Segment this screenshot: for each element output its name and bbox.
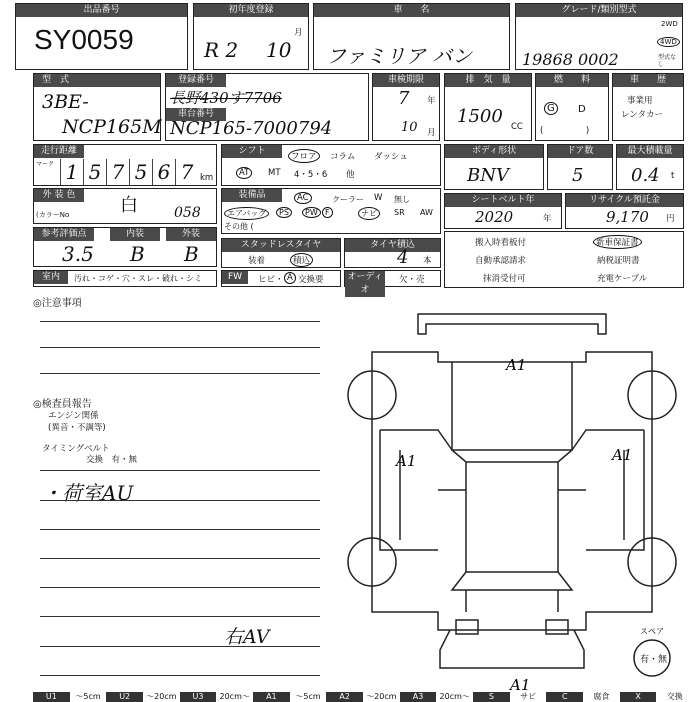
spare-label: スペア (640, 627, 664, 636)
color-label: 外 装 色 (34, 189, 84, 202)
notes-title: ◎注意事項 (33, 298, 82, 309)
room-box (33, 270, 217, 287)
exterior-value: B (184, 242, 199, 266)
body-type-box (444, 144, 544, 190)
mileage-digits (60, 159, 198, 185)
color-code-label: (カラーNo (36, 211, 70, 219)
timing-label: タイミングベルト (42, 444, 110, 454)
exterior-label: 外装 (166, 228, 216, 241)
stud-label: スタッドレスタイヤ (222, 239, 340, 252)
registration-box (193, 3, 309, 70)
registration-label: 初年度登録 (194, 4, 308, 17)
plate-box (165, 73, 369, 141)
fuel-other: ( ) (540, 126, 590, 136)
displacement-unit: CC (511, 122, 523, 132)
lot-value: SY0059 (34, 24, 134, 55)
drive-4wd: 4WD (657, 37, 680, 47)
spare-value: 有・無 (640, 655, 668, 665)
legend-cell: 腐食 (583, 692, 620, 702)
stud-mounted: 装着 (248, 256, 266, 266)
seatbelt-unit: 年 (543, 214, 552, 224)
car-name-label: 車 名 (314, 4, 509, 17)
displacement-box (444, 73, 532, 141)
fuel-diesel: D (578, 104, 586, 115)
notes-line (40, 347, 320, 348)
load-label: 最大積載量 (617, 145, 683, 158)
shift-dash: ダッシュ (374, 152, 408, 162)
car-diagram (340, 300, 690, 692)
lot-box (15, 3, 188, 70)
doors-value: 5 (572, 165, 584, 186)
shift-box (221, 144, 441, 186)
equipment-box (221, 188, 441, 234)
legend-cell: U3 (180, 692, 217, 702)
shift-at: AT (236, 167, 252, 179)
recycle-value: 9,170 (606, 208, 649, 226)
body-type-value: BNV (467, 165, 509, 186)
equip-ac: AC (294, 192, 312, 204)
legend-cell: 20cm〜 (436, 692, 473, 702)
fw-box (221, 270, 341, 287)
mileage-digit: 1 (60, 159, 83, 185)
registration-year: R 2 (204, 38, 239, 62)
legend-cell: S (473, 692, 510, 702)
notes-line (40, 321, 320, 322)
fuel-gasoline: G (544, 102, 558, 115)
tire-box (344, 238, 441, 268)
inspection-year-unit: 年 (427, 96, 436, 106)
mileage-digit: 7 (106, 159, 129, 185)
mileage-box (33, 144, 217, 186)
equip-ps: PS (276, 207, 292, 218)
model-value-2: NCP165M (62, 116, 162, 138)
check-charging-cable: 充電ケーブル (597, 274, 648, 284)
plate-label: 登録番号 (166, 74, 226, 87)
legend-cell: U2 (106, 692, 143, 702)
report-line (40, 616, 320, 617)
inspection-month-value: 10 (401, 120, 418, 135)
shift-floor: フロア (288, 149, 320, 163)
grade-value: 19868 0002 (522, 50, 619, 69)
timing-sub: 交換 有・無 (86, 455, 138, 465)
mileage-digit: 7 (175, 159, 198, 185)
legend-cell: A1 (253, 692, 290, 702)
color-value: 白 (120, 195, 138, 216)
interior-label: 内装 (110, 228, 160, 241)
legend-cell: 交換 (656, 692, 693, 702)
legend-cell: A2 (326, 692, 363, 702)
legend-row (33, 692, 693, 702)
report-line (40, 470, 320, 471)
check-warranty: 新車保証書 (593, 235, 642, 249)
recycle-box (565, 193, 684, 229)
legend-cell: 20cm〜 (216, 692, 253, 702)
car-name-box (313, 3, 510, 70)
inspection-year-value: 7 (398, 88, 410, 109)
recycle-label: リサイクル預託金 (566, 194, 683, 207)
overall-value: 3.5 (62, 242, 94, 266)
grade-label: グレード/類別型式 (516, 4, 682, 17)
grades-box (33, 227, 217, 267)
recycle-unit: 円 (666, 214, 675, 224)
chassis-label: 車台番号 (166, 108, 226, 121)
grade-box (515, 3, 683, 70)
check-deregistration: 抹消受付可 (483, 274, 526, 284)
stud-box (221, 238, 341, 268)
tire-value: 4 (397, 247, 409, 268)
equipment-label: 装備品 (222, 189, 282, 202)
color-code-value: 058 (174, 205, 201, 221)
seatbelt-box (444, 193, 562, 229)
drive-2wd: 2WD (661, 20, 678, 28)
usage-box (612, 73, 684, 141)
overall-label: 参考評価点 (34, 228, 94, 241)
shift-label: シフト (222, 145, 282, 158)
report-line (40, 646, 320, 647)
equip-navi: ナビ (358, 207, 380, 220)
shift-mt: MT (268, 168, 281, 178)
registration-month-unit: 月 (294, 28, 303, 38)
equip-sr: SR (394, 208, 405, 217)
report-line (40, 558, 320, 559)
interior-value: B (130, 242, 145, 266)
registration-month: 10 (266, 38, 292, 62)
model-box (33, 73, 161, 141)
mileage-digit: 5 (129, 159, 152, 185)
fw-mark: A (284, 272, 296, 284)
equip-cooler: クーラー (332, 195, 364, 204)
check-signboard: 搬入時看板付 (475, 238, 527, 248)
report-note-1: ・荷室AU (42, 481, 134, 505)
model-value-1: 3BE- (42, 91, 89, 113)
fuel-box (535, 73, 609, 141)
legend-cell: 〜5cm (290, 692, 327, 702)
room-options: 汚れ・コゲ・穴・スレ・破れ・シミ (74, 274, 202, 283)
check-tax-cert: 納税証明書 (597, 256, 640, 266)
damage-mark-left: A1 (396, 452, 417, 470)
legend-cell: U1 (33, 692, 70, 702)
room-label: 室内 (34, 271, 68, 284)
load-value: 0.4 (631, 165, 660, 186)
equip-w: W (374, 193, 383, 203)
damage-mark-roof: A1 (506, 356, 527, 374)
usage-rental: レンタカー (621, 110, 663, 120)
equip-airbag: エアバッグ (224, 207, 269, 220)
mileage-digit: 5 (83, 159, 106, 185)
model-label: 型 式 (34, 74, 160, 87)
tire-label: タイヤ積込 (345, 239, 440, 252)
engine-label: エンジン関係 (48, 411, 99, 421)
seatbelt-value: 2020 (475, 208, 514, 226)
check-auto-approval: 自動承認請求 (475, 256, 527, 266)
displacement-value: 1500 (457, 106, 503, 127)
fw-options: ヒビ・ (258, 275, 284, 285)
fw-suffix: 交換要 (298, 275, 324, 285)
audio-label: オーディオ (345, 271, 385, 297)
tire-unit: 本 (423, 256, 432, 266)
equip-none: 無し (394, 195, 410, 204)
usage-business: 事業用 (627, 96, 653, 106)
legend-cell: サビ (510, 692, 547, 702)
mileage-digit: 6 (152, 159, 175, 185)
report-line (40, 587, 320, 588)
fuel-label: 燃 料 (536, 74, 608, 87)
report-title: ◎検査員報告 (33, 399, 92, 410)
legend-cell: 〜5cm (70, 692, 107, 702)
checks-box (444, 231, 684, 288)
mileage-unit: km (200, 173, 214, 183)
mileage-label: 走行距離 (34, 145, 84, 158)
load-box (616, 144, 684, 190)
fw-label: FW (222, 271, 248, 284)
inspection-label: 車検期限 (373, 74, 439, 87)
inspection-month-unit: 月 (427, 128, 436, 138)
equip-pw: PW (302, 207, 321, 218)
legend-cell: C (546, 692, 583, 702)
stud-loaded: 積込 (290, 253, 313, 267)
legend-cell: 〜20cm (143, 692, 180, 702)
inspection-box (372, 73, 440, 141)
legend-cell: X (620, 692, 657, 702)
equip-other: その他 ( (224, 222, 254, 231)
report-line (40, 675, 320, 676)
legend-cell: 〜20cm (363, 692, 400, 702)
body-type-label: ボディ形状 (445, 145, 543, 158)
report-note-2: 右AV (224, 626, 270, 648)
notes-line (40, 373, 320, 374)
chassis-value: NCP165-7000794 (170, 118, 333, 139)
load-unit: t (671, 171, 675, 181)
shift-other: 他 (346, 170, 355, 180)
equip-f: F (322, 207, 333, 218)
report-line (40, 529, 320, 530)
damage-mark-right: A1 (612, 446, 633, 464)
audio-options: 欠・売 (399, 275, 425, 285)
shift-column: コラム (330, 152, 356, 162)
engine-sub: (異音・不調等) (48, 423, 106, 433)
car-name-value: ファミリア バン (326, 44, 472, 68)
seatbelt-label: シートベルト年 (445, 194, 561, 207)
report-line (40, 500, 320, 501)
plate-value: 長野430す7706 (170, 89, 282, 107)
color-box (33, 188, 217, 224)
audio-box (344, 270, 441, 295)
mileage-sub: マーク (36, 161, 55, 168)
legend-cell: A3 (400, 692, 437, 702)
displacement-label: 排 気 量 (445, 74, 531, 87)
shift-gears: 4・5・6 (294, 170, 328, 180)
equip-aw: AW (420, 208, 433, 217)
drive-other: 型式なし (658, 54, 677, 68)
doors-label: ドア数 (548, 145, 612, 158)
doors-box (547, 144, 613, 190)
usage-label: 車 歴 (613, 74, 683, 87)
lot-label: 出品番号 (16, 4, 187, 17)
damage-mark-rear: A1 (510, 676, 531, 692)
